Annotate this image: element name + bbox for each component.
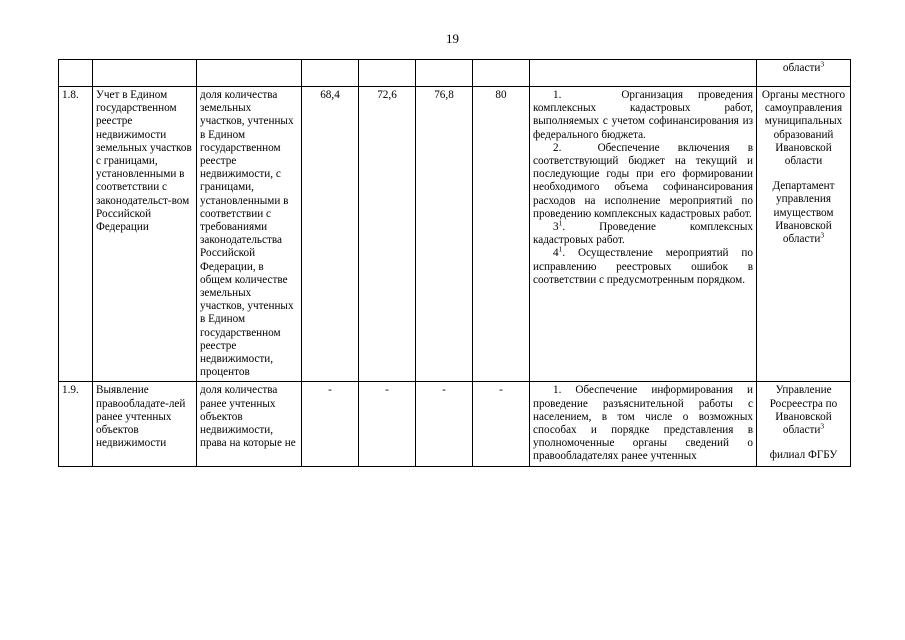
table-row [59,382,851,466]
row-number: 1.8. [59,87,93,382]
value-cell: - [359,382,416,466]
value-cell: - [473,382,530,466]
value-cell: - [416,382,473,466]
measure-item: 1. Организация проведения комплексных кадастровых работ, выполняемых с учетом софинансирования из федерального бюджета. [533,89,754,141]
indicator-name: доля количества ранее учтенных объектов недвижимости, права на которые не [197,382,302,466]
task-name: Учет в Едином государственном реестре недвижимости земельных участков с границами, установленными в соответствии с законодательст-вом Российской Федерации [93,87,197,382]
measure-item: 1. Обеспечение информирования и проведение разъяснительной работы с населением, в том числе о возможных способах и порядке представления в уполномоченные органы сведений о правообладателях ранее учтенных [533,384,753,463]
measures-cell [530,87,757,382]
measure-item: $4^1$. Осуществление мероприятий по исправлению реестровых ошибок в соответствии с предусмотренным порядком. [533,244,753,286]
value-cell: 76,8 [416,87,473,382]
value-cell: 68,4 [302,87,359,382]
responsible-cell: области$^3$ [757,60,851,87]
responsible-body: Органы местного самоуправления муниципальных образований Ивановской области [761,89,846,168]
indicator-name: доля количества земельных участков, учтенных в Едином государственном реестре недвижимости, с границами, установленными в соответствии с требованиями законодательства Российской Федерации, в общем количестве земельных участков, учтенных в Едином государственном реестре недвижимости, процентов [197,87,302,382]
value-cell: - [302,382,359,466]
responsible-cell [757,382,851,466]
responsible-body: Департамент управления имуществом Ивановской области$^3$ [772,180,835,246]
task-name: Выявление правообладате-лей ранее учтенных объектов недвижимости [93,382,197,466]
table-row-continuation [59,60,851,87]
value-cell: 72,6 [359,87,416,382]
responsible-body: филиал ФГБУ [769,449,838,462]
row-number: 1.9. [59,382,93,466]
value-cell: 80 [473,87,530,382]
table-row [59,87,851,382]
page-number: 19 [446,31,459,46]
measures-cell [530,382,757,466]
program-table [58,59,851,467]
measure-item: $3^1$. Проведение комплексных кадастровых работ. [533,218,753,247]
measure-item: 2. Обеспечение включения в соответствующий бюджет на текущий и последующие годы при его формировании необходимого объема софинансирования расходов на исполнение мероприятий по проведению комплексных кадастровых работ. [533,141,753,220]
responsible-cell [757,87,851,382]
responsible-body: Управление Росреестра по Ивановской области$^3$ [769,384,838,437]
